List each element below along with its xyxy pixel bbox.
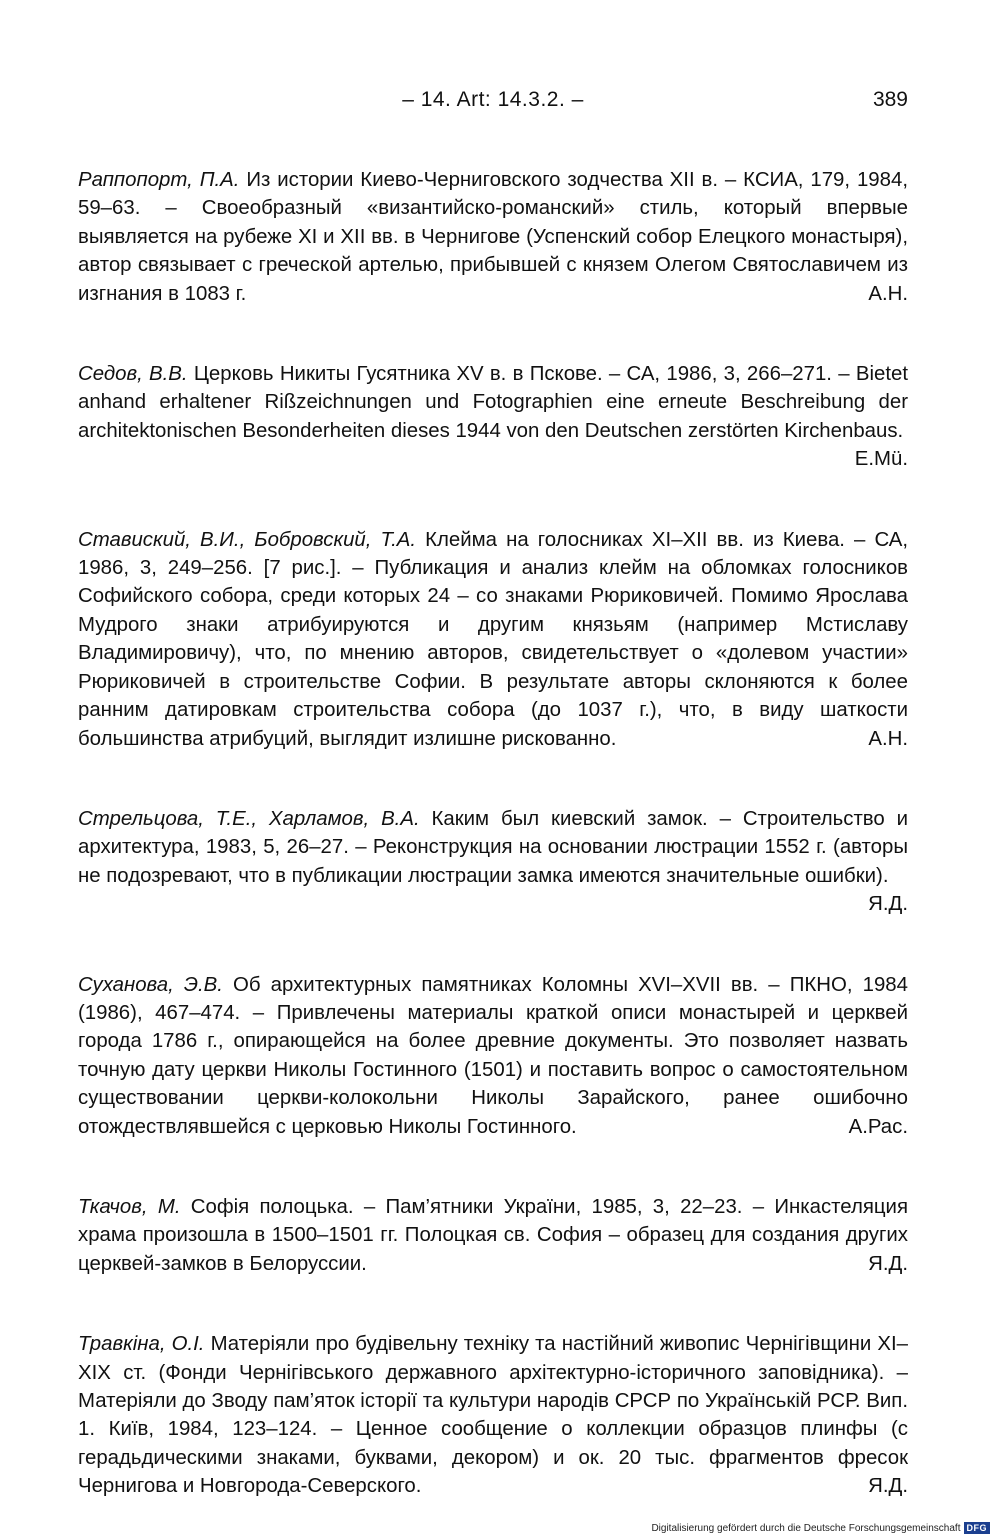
- entry-text: Из истории Киево-Черниговского зодчества XII в. – КСИА, 179, 1984, 59–63. – Своеобразный «византийско-романский» стиль, который впервые выявляется на рубеже XI и XII вв. в Чернигове (Успенский собор Елецкого монастыря), автор связывает с греческой артелью, прибывшей с князем Олегом Святославичем из изгнания в 1083 г.: [78, 169, 908, 305]
- entry-reviewer: А.Рас.: [848, 1115, 908, 1138]
- entry-reviewer: Я.Д.: [868, 1475, 908, 1498]
- entry-author: Стрельцова, Т.Е., Харламов, В.А.: [78, 807, 420, 830]
- entry-text: Софія полоцька. – Пам’ятники України, 1985, 3, 22–23. – Инкастеляция храма произошла в 1500–1501 гг. Полоцкая св. София – образец для создания других церквей-замков в Белоруссии.: [78, 1195, 908, 1275]
- bibliography-entry: [78, 1330, 908, 1500]
- bibliography-entry: [78, 1193, 908, 1278]
- footer-text: Digitalisierung gefördert durch die Deutsche Forschungsgemeinschaft: [651, 1522, 961, 1534]
- page-number: 389: [872, 88, 908, 111]
- bibliography-entries: [78, 166, 908, 1501]
- entry-author: Ставиский, В.И., Бобровский, Т.А.: [78, 528, 417, 551]
- entry-reviewer: А.Н.: [868, 727, 908, 750]
- bibliography-entry: [78, 971, 908, 1141]
- dfg-logo: DFG: [964, 1522, 991, 1534]
- page-header: [78, 88, 908, 120]
- bibliography-entry: [78, 526, 908, 753]
- entry-author: Травкіна, О.І.: [78, 1333, 205, 1356]
- entry-author: Ткачов, М.: [78, 1195, 181, 1218]
- entry-text: Клейма на голосниках XI–XII вв. из Киева. – СА, 1986, 3, 249–256. [7 рис.]. – Публикация и анализ клейм на обломках голосников Софийского собора, среди которых 24 – со знаками Рюриковичей. Помимо Ярослава Мудрого знаки атрибуируются и другим князьям (например Мстиславу Владимировичу), что, по мнению авторов, свидетельствует о «долевом участии» Рюриковичей в строительстве Софии. В результате авторы склоняются к более ранним датировкам строительства собора (до 1037 г.), что, в виду шаткости большинства атрибуций, выглядит излишне рискованно.: [78, 528, 908, 750]
- entry-reviewer: Я.Д.: [868, 893, 908, 916]
- entry-author: Седов, В.В.: [78, 363, 188, 386]
- bibliography-entry: [78, 360, 908, 474]
- entry-text: Об архитектурных памятниках Коломны XVI–XVII вв. – ПКНО, 1984 (1986), 467–474. – Привлечены материалы краткой описи монастырей и церквей города 1786 г., опирающейся на более древние документы. Это позволяет назвать точную дату церкви Николы Гостинного (1501) и поставить вопрос о самостоятельном существовании церкви-колокольни Николы Зарайского, ранее ошибочно отождествлявшейся с церковью Николы Гостинного.: [78, 973, 908, 1138]
- entry-reviewer: А.Н.: [868, 282, 908, 305]
- entry-author: Раппопорт, П.А.: [78, 169, 240, 191]
- bibliography-entry: [78, 166, 908, 308]
- entry-reviewer: Я.Д.: [868, 1252, 908, 1275]
- entry-reviewer: E.Mü.: [854, 448, 908, 471]
- digitization-footer: [651, 1522, 990, 1534]
- bibliography-entry: [78, 805, 908, 919]
- running-head: – 14. Art: 14.3.2. –: [402, 88, 584, 111]
- entry-text: Каким был киевский замок. – Строительство и архитектура, 1983, 5, 26–27. – Реконструкция на основании люстрации 1552 г. (авторы не подозревают, что в публикации люстрации замка имеются значительные ошибки).: [78, 807, 908, 887]
- entry-author: Суханова, Э.В.: [78, 973, 223, 996]
- entry-text: Церковь Никиты Гусятника XV в. в Пскове. – СА, 1986, 3, 266–271. – Bietet anhand erhaltener Rißzeichnungen und Fotographien eine erneute Beschreibung der architektonischen Besonderheiten dieses 1944 von den Deutschen zerstörten Kirchenbaus.: [78, 363, 908, 442]
- entry-text: Матеріяли про будівельну техніку та настійний живопис Чернігівщини XI–XIX ст. (Фонди Чернігівського державного архітектурно-історичного заповідника). – Матеріяли до Зводу пам’яток історії та культури народів СРСР по Українській РСР. Вип. 1. Київ, 1984, 123–124. – Ценное сообщение о коллекции образцов плинфы (с герадьдическими знаками, буквами, декором) и ок. 20 тыс. фрагментов фресок Чернигова и Новгорода-Северского.: [78, 1333, 908, 1498]
